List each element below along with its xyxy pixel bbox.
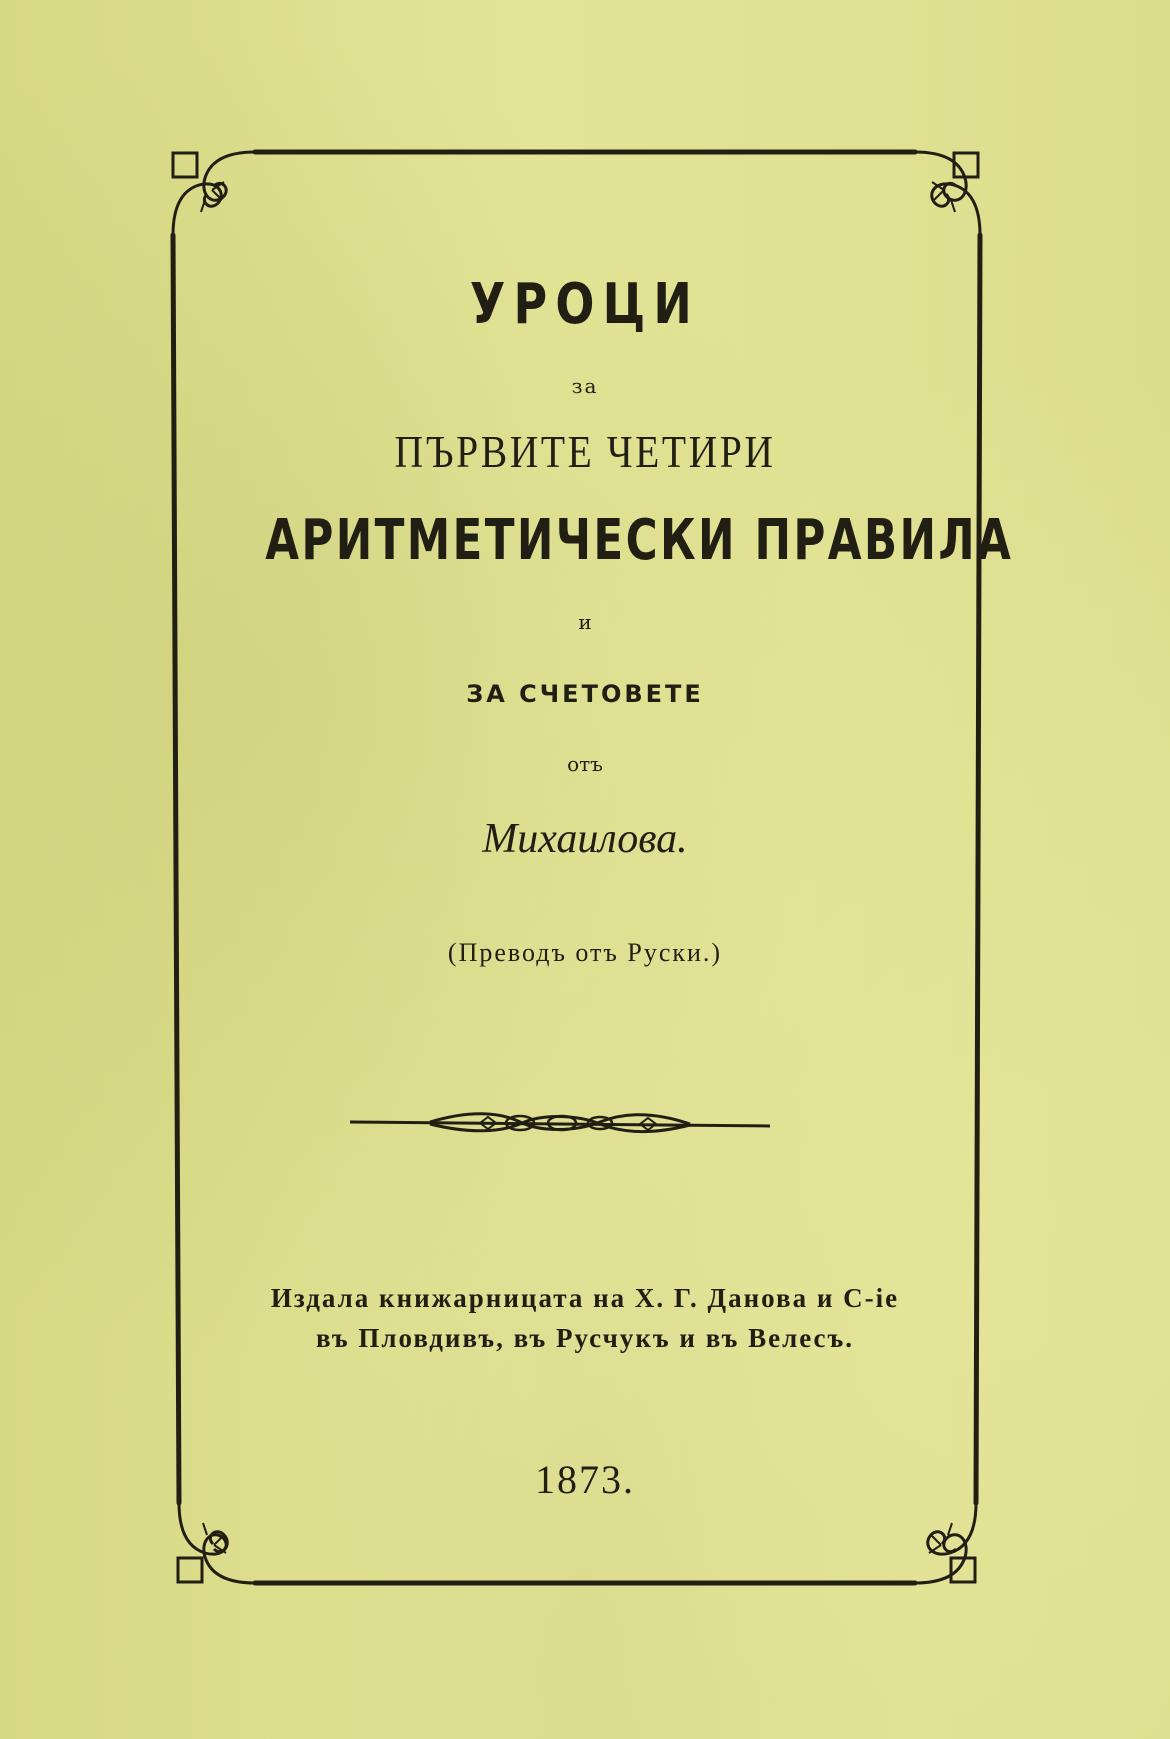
author-name: Михаилова.: [482, 816, 688, 862]
publisher-line-1: Издала книжарницата на Х. Г. Данова и С-ie: [270, 1283, 900, 1313]
title-line-first-four: ПЪРВИТЕ ЧЕТИРИ: [394, 426, 776, 477]
translation-note: (Преводъ отъ Руски.): [447, 938, 723, 967]
title-connector-za: за: [571, 374, 599, 398]
corner-flourish-icon: [915, 1503, 976, 1583]
corner-flourish-icon: [178, 1503, 255, 1583]
author-prefix: отъ: [567, 752, 603, 776]
book-title: УРОЦИ: [469, 272, 701, 337]
publication-year: 1873.: [535, 1457, 635, 1502]
corner-flourish-icon: [173, 152, 255, 235]
title-line-accounts: ЗА СЧЕТОВЕТЕ: [466, 680, 704, 708]
title-line-arithmetic-rules: АРИТМЕТИЧЕСКИ ПРАВИЛА: [265, 508, 1014, 573]
title-connector-i: и: [578, 610, 592, 634]
ornamental-divider-icon: [350, 1114, 770, 1132]
publisher-line-2: въ Пловдивъ, въ Русчукъ и въ Велесъ.: [315, 1323, 855, 1353]
corner-flourish-icon: [915, 152, 980, 235]
